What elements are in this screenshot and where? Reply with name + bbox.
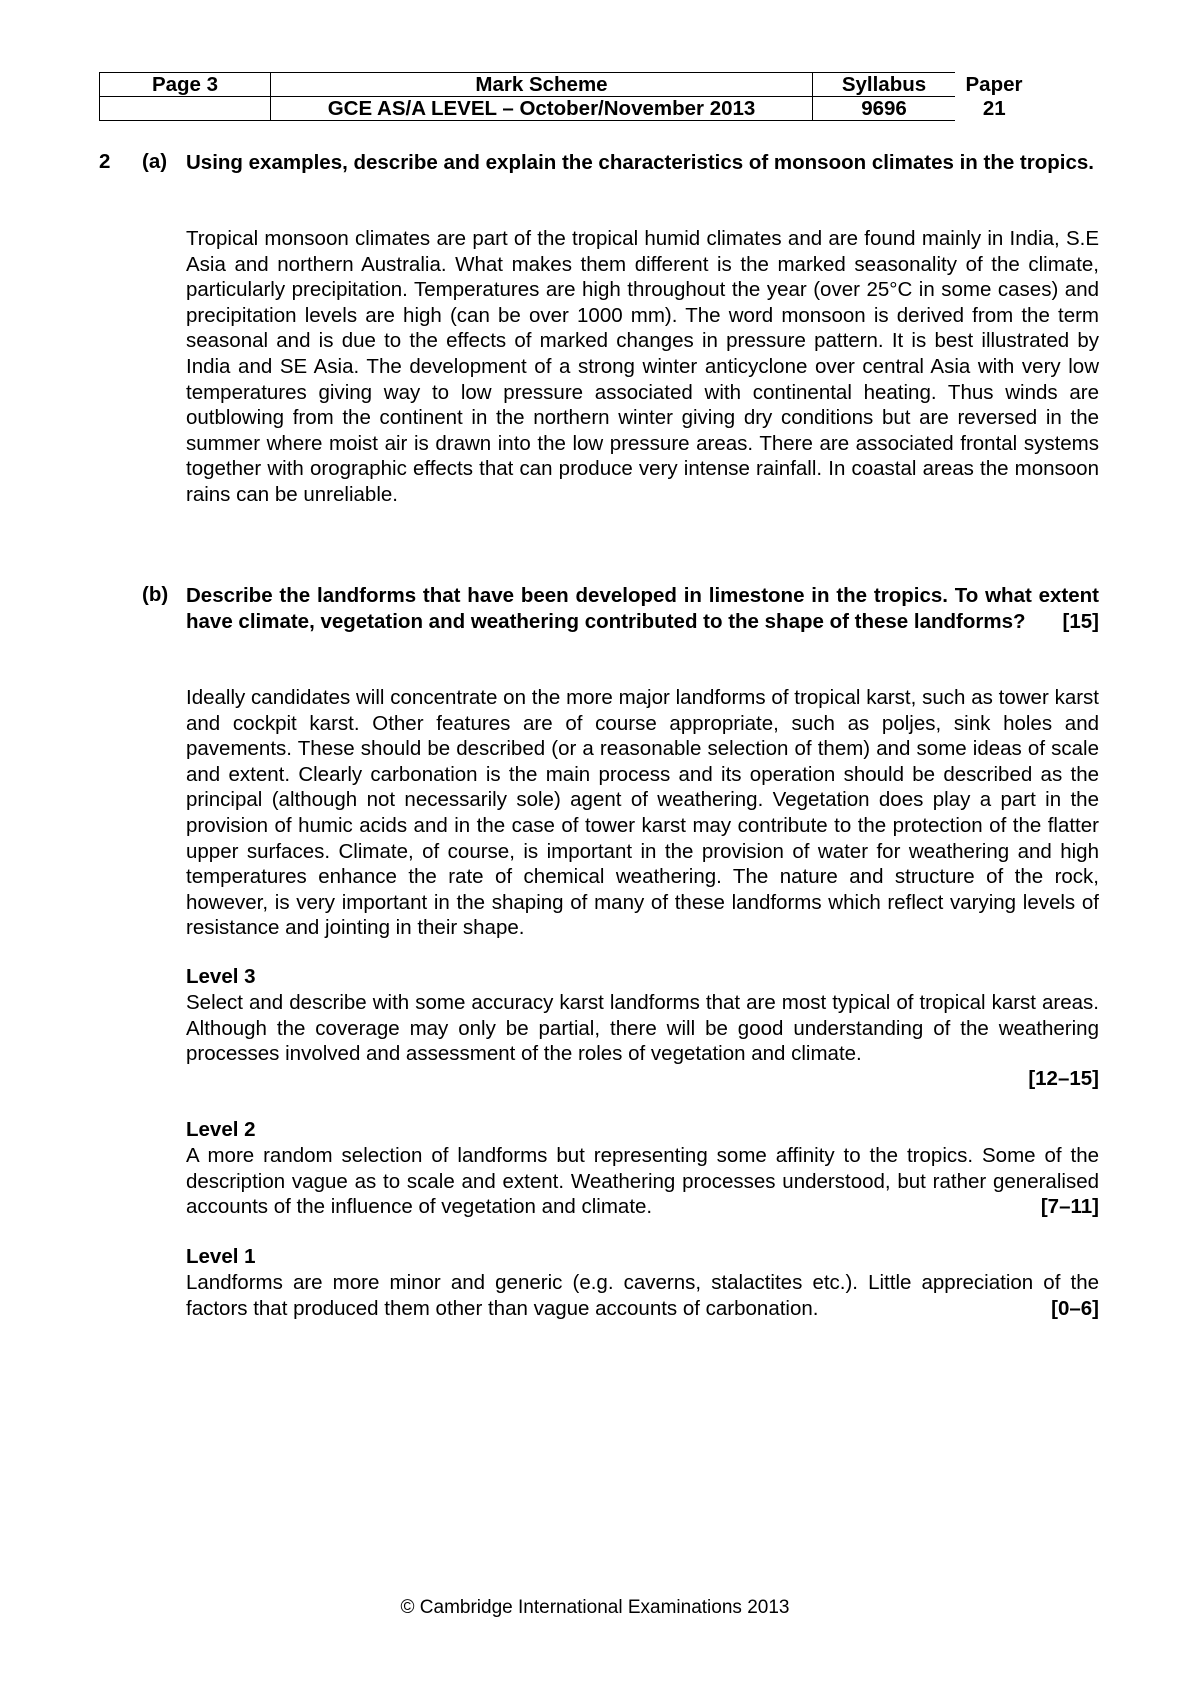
part-a-question: Using examples, describe and explain the characteristics of monsoon climates in the tropics. bbox=[186, 151, 1094, 174]
part-b-question-wrap bbox=[186, 583, 1099, 634]
header-page: Page 3 bbox=[100, 73, 271, 97]
level-2-text: A more random selection of landforms but representing some affinity to the tropics. Some of the description vague as to scale and extent. Weathering processes understood, but rather generalised accounts of the influence of vegetation and climate. bbox=[186, 1144, 1099, 1219]
level-3-marks: [12–15] bbox=[1028, 1067, 1099, 1090]
part-b-label: (b) bbox=[142, 583, 169, 606]
part-b-marks: [15] bbox=[1062, 609, 1099, 633]
level-2-title: Level 2 bbox=[186, 1118, 256, 1141]
header-syllabus-label: Syllabus bbox=[813, 73, 956, 97]
header-paper-number: 21 bbox=[982, 97, 1006, 120]
level-2-marks: [7–11] bbox=[1040, 1195, 1099, 1219]
footer-copyright: © Cambridge International Examinations 2013 bbox=[400, 1597, 790, 1618]
level-1-wrap bbox=[186, 1270, 1099, 1321]
header-table bbox=[99, 72, 1034, 121]
level-3-text: Select and describe with some accuracy karst landforms that are most typical of tropical karst areas. Although the coverage may only be partial, there will be good understanding of the weathering processes involved and assessment of the roles of vegetation and climate. bbox=[186, 991, 1099, 1066]
part-a-label: (a) bbox=[142, 150, 168, 173]
part-b-question: Describe the landforms that have been developed in limestone in the tropics. To what extent have climate, vegetation and weathering contributed to the shape of these landforms? bbox=[186, 584, 1099, 633]
level-1-text: Landforms are more minor and generic (e.g. caverns, stalactites etc.). Little appreciation of the factors that produced them other than vague accounts of carbonation. bbox=[186, 1271, 1099, 1320]
part-b-answer: Ideally candidates will concentrate on the more major landforms of tropical karst, such as tower karst and cockpit karst. Other features are of course appropriate, such as poljes, sink holes and pavements. These should be described (or a reasonable selection of them) and some ideas of scale and extent. Clearly carbonation is the main process and its operation should be described as the principal (although not necessarily sole) agent of weathering. Vegetation does play a part in the provision of humic acids and in the case of tower karst may contribute to the protection of the flatter upper surfaces. Climate, of course, is important in the provision of water for weathering and high temperatures enhance the rate of chemical weathering. The nature and structure of the rock, however, is very important in the shaping of many of these landforms which reflect varying levels of resistance and jointing in their shape. bbox=[186, 686, 1099, 940]
part-a-answer: Tropical monsoon climates are part of the tropical humid climates and are found mainly in India, S.E Asia and northern Australia. What makes them different is the marked seasonality of the climate, particularly precipitation. Temperatures are high throughout the year (over 25°C in some cases) and precipitation levels are high (can be over 1000 mm). The word monsoon is derived from the term seasonal and is due to the effects of marked changes in pressure pattern. It is best illustrated by India and SE Asia. The development of a strong winter anticyclone over central Asia with very low temperatures giving way to low pressure associated with continental heating. Thus winds are outblowing from the continent in the northern winter giving dry conditions but are reversed in the summer where moist air is drawn into the low pressure areas. There are associated frontal systems together with orographic effects that can produce very intense rainfall. In coastal areas the monsoon rains can be unreliable. bbox=[186, 227, 1099, 506]
header-page-blank bbox=[100, 97, 271, 121]
header-exam-session: GCE AS/A LEVEL – October/November 2013 bbox=[271, 97, 813, 121]
header-syllabus-code: 9696 bbox=[813, 97, 956, 121]
level-1-marks: [0–6] bbox=[1051, 1296, 1099, 1320]
level-2-wrap bbox=[186, 1143, 1099, 1220]
header-paper-label: Paper bbox=[965, 73, 1023, 96]
level-3-title: Level 3 bbox=[186, 965, 256, 988]
header-doc-title: Mark Scheme bbox=[271, 73, 813, 97]
level-1-title: Level 1 bbox=[186, 1245, 256, 1268]
question-number: 2 bbox=[99, 150, 111, 173]
